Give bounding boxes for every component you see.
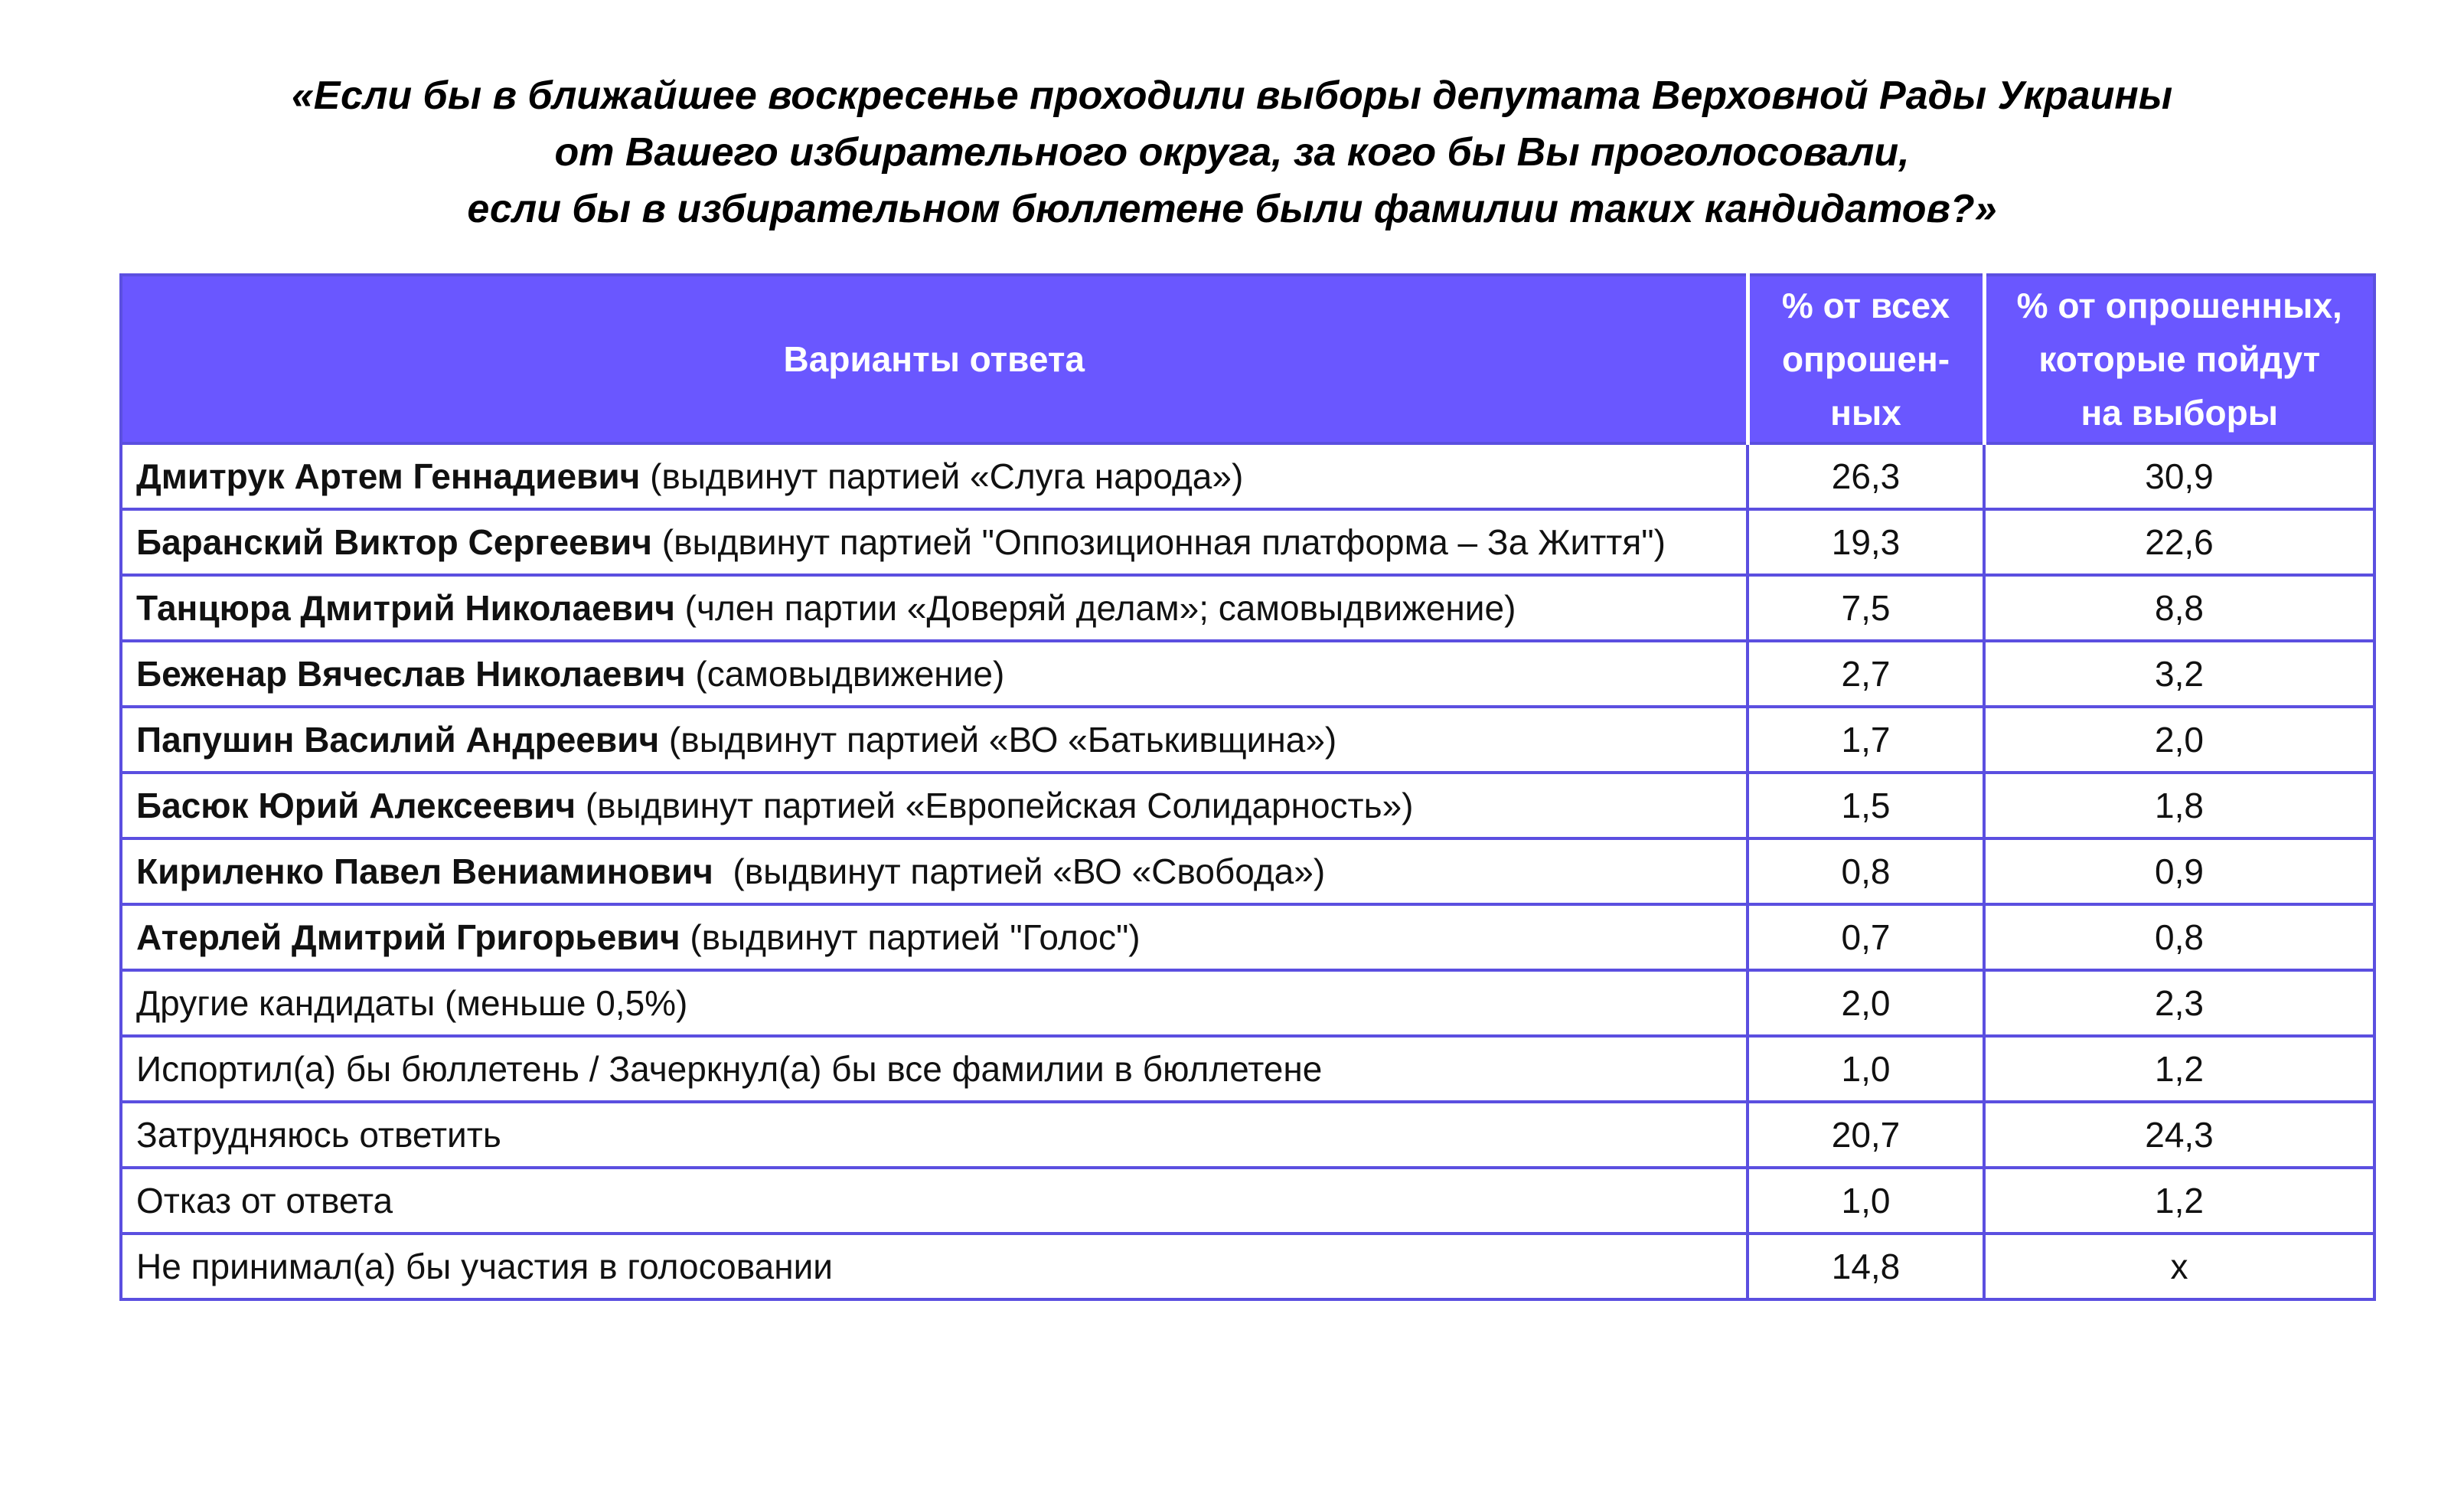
table-row: [121, 1234, 2374, 1299]
cell-percent-voters: 1,8: [1984, 773, 2374, 838]
candidate-name: Басюк Юрий Алексеевич: [136, 786, 576, 825]
cell-percent-voters: 1,2: [1984, 1036, 2374, 1102]
cell-percent-voters: 1,2: [1984, 1168, 2374, 1234]
cell-percent-all: 14,8: [1748, 1234, 1984, 1299]
cell-percent-voters: 0,8: [1984, 904, 2374, 970]
candidate-name: Кириленко Павел Вениаминович: [136, 851, 713, 891]
row-label: [121, 641, 1748, 707]
candidate-name: Баранский Виктор Сергеевич: [136, 522, 652, 562]
cell-percent-all: 2,7: [1748, 641, 1984, 707]
candidate-note: (выдвинут партией «Слуга народа»): [640, 456, 1244, 496]
header-percent-all: % от всех опрошен- ных: [1748, 275, 1984, 443]
header-options: Варианты ответа: [121, 275, 1748, 443]
row-label: [121, 707, 1748, 773]
row-label: [121, 1234, 1748, 1299]
row-label: [121, 1102, 1748, 1168]
title-line-2: от Вашего избирательного округа, за кого бы Вы проголосовали,: [554, 130, 1910, 175]
cell-percent-all: 26,3: [1748, 443, 1984, 509]
cell-percent-all: 19,3: [1748, 509, 1984, 575]
cell-percent-all: 1,7: [1748, 707, 1984, 773]
table-row: [121, 1168, 2374, 1234]
table-row: [121, 838, 2374, 904]
cell-percent-voters: 0,9: [1984, 838, 2374, 904]
option-label: Не принимал(а) бы участия в голосовании: [136, 1247, 834, 1286]
cell-percent-all: 7,5: [1748, 575, 1984, 641]
row-label: [121, 904, 1748, 970]
candidate-name: Танцюра Дмитрий Николаевич: [136, 588, 675, 628]
option-label: Испортил(а) бы бюллетень / Зачеркнул(а) бы все фамилии в бюллетене: [136, 1049, 1323, 1089]
table-row: [121, 443, 2374, 509]
cell-percent-all: 20,7: [1748, 1102, 1984, 1168]
table-row: [121, 1102, 2374, 1168]
option-label: Другие кандидаты (меньше 0,5%): [136, 983, 688, 1023]
cell-percent-all: 0,8: [1748, 838, 1984, 904]
option-label: Затрудняюсь ответить: [136, 1115, 501, 1155]
page-title: [0, 67, 2464, 237]
poll-results-table: [119, 273, 2376, 1301]
table-header-row: [121, 275, 2374, 443]
option-label: Отказ от ответа: [136, 1181, 393, 1221]
cell-percent-all: 1,0: [1748, 1168, 1984, 1234]
candidate-note: (выдвинут партией «Европейская Солидарность»): [576, 786, 1414, 825]
candidate-note: (выдвинут партией «ВО «Свобода»): [713, 851, 1326, 891]
cell-percent-all: 1,0: [1748, 1036, 1984, 1102]
cell-percent-voters: 3,2: [1984, 641, 2374, 707]
table-row: [121, 575, 2374, 641]
candidate-name: Атерлей Дмитрий Григорьевич: [136, 917, 680, 957]
cell-percent-voters: 30,9: [1984, 443, 2374, 509]
candidate-note: (член партии «Доверяй делам»; самовыдвижение): [674, 588, 1516, 628]
candidate-note: (выдвинут партией "Оппозиционная платформа – За Життя"): [651, 522, 1666, 562]
row-label: [121, 443, 1748, 509]
row-label: [121, 838, 1748, 904]
table-row: [121, 904, 2374, 970]
table-row: [121, 509, 2374, 575]
table-row: [121, 641, 2374, 707]
cell-percent-voters: 2,3: [1984, 970, 2374, 1036]
row-label: [121, 773, 1748, 838]
cell-percent-voters: 22,6: [1984, 509, 2374, 575]
row-label: [121, 1168, 1748, 1234]
cell-percent-voters: 8,8: [1984, 575, 2374, 641]
title-line-3: если бы в избирательном бюллетене были фамилии таких кандидатов?»: [467, 187, 1997, 231]
candidate-name: Дмитрук Артем Геннадиевич: [136, 456, 641, 496]
cell-percent-all: 1,5: [1748, 773, 1984, 838]
header-percent-voters: % от опрошенных, которые пойдут на выборы: [1984, 275, 2374, 443]
row-label: [121, 970, 1748, 1036]
row-label: [121, 575, 1748, 641]
cell-percent-voters: х: [1984, 1234, 2374, 1299]
cell-percent-voters: 2,0: [1984, 707, 2374, 773]
table-row: [121, 773, 2374, 838]
cell-percent-all: 2,0: [1748, 970, 1984, 1036]
title-line-1: «Если бы в ближайшее воскресенье проходили выборы депутата Верховной Рады Украины: [291, 74, 2173, 118]
row-label: [121, 1036, 1748, 1102]
table-row: [121, 1036, 2374, 1102]
table-row: [121, 707, 2374, 773]
candidate-note: (выдвинут партией «ВО «Батькивщина»): [659, 720, 1337, 760]
cell-percent-all: 0,7: [1748, 904, 1984, 970]
row-label: [121, 509, 1748, 575]
table-row: [121, 970, 2374, 1036]
candidate-name: Беженар Вячеслав Николаевич: [136, 654, 686, 694]
candidate-note: (самовыдвижение): [685, 654, 1005, 694]
candidate-note: (выдвинут партией "Голос"): [680, 917, 1141, 957]
cell-percent-voters: 24,3: [1984, 1102, 2374, 1168]
candidate-name: Папушин Василий Андреевич: [136, 720, 660, 760]
